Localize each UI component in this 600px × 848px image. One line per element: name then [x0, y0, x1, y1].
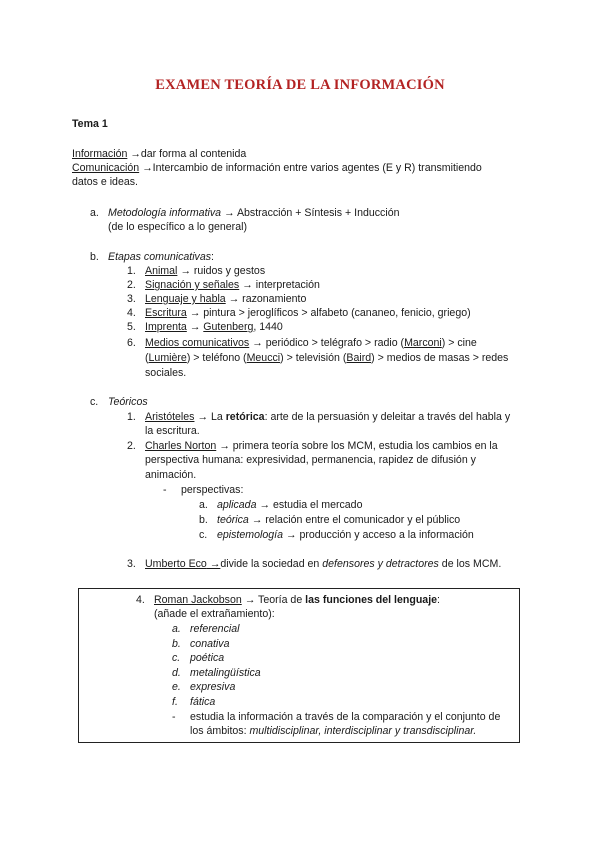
list-item-continuation: la escritura.: [145, 425, 200, 437]
item-text: → producción y acceso a la información: [282, 529, 474, 541]
item-text: → primera teoría sobre los MCM, estudia los cambios en la: [216, 440, 498, 452]
term-informacion: Información: [72, 148, 128, 160]
list-marker: c.: [199, 529, 208, 541]
paren: (: [145, 352, 149, 364]
arrow: →: [186, 321, 204, 333]
section-heading-tema: Tema 1: [72, 118, 108, 130]
list-item-continuation: [145, 351, 508, 365]
colon: :: [437, 594, 440, 606]
term: Animal: [145, 265, 178, 277]
list-item: [145, 410, 510, 424]
term: Lenguaje y habla: [145, 293, 226, 305]
item-text: , 1440: [253, 321, 283, 333]
list-number: 2.: [127, 440, 136, 452]
list-item: [145, 336, 477, 350]
term-umberto-eco: Umberto Eco: [145, 558, 207, 570]
term-defensores: defensores y detractores: [322, 558, 439, 570]
term-retorica: retórica: [225, 411, 265, 423]
list-item: [145, 439, 498, 453]
dash-marker: -: [163, 484, 167, 496]
sub-list-item: [217, 513, 460, 527]
list-item: [145, 557, 501, 571]
list-number: 1.: [127, 265, 136, 277]
term: Imprenta: [145, 321, 187, 333]
list-item-continuation: animación.: [145, 469, 197, 481]
term-gutenberg: Gutenberg: [203, 321, 254, 333]
term-metodologia: Metodología informativa: [108, 207, 222, 219]
term-aristoteles: Aristóteles: [145, 411, 195, 423]
list-marker: b.: [172, 638, 181, 650]
definition-informacion: [72, 147, 246, 161]
page-title: EXAMEN TEORÍA DE LA INFORMACIÓN: [155, 77, 445, 93]
jakobson-last-line: estudia la información a través de la comparación y el conjunto de: [190, 711, 501, 723]
function-item: poética: [190, 652, 225, 664]
term-meucci: Meucci: [246, 352, 281, 364]
item-text: → pintura > jeroglíficos > alfabeto (cananeo, fenicio, griego): [186, 307, 471, 319]
list-number: 6.: [127, 337, 136, 349]
function-item: fática: [190, 696, 216, 708]
list-item: [145, 320, 283, 334]
term-baird: Baird: [346, 352, 372, 364]
teoricos-heading: Teóricos: [108, 396, 148, 408]
jakobson-note: (añade el extrañamiento):: [154, 608, 275, 620]
list-item: [145, 278, 320, 292]
item-text: → La: [194, 411, 226, 423]
term: aplicada: [217, 499, 257, 511]
item-text: ) > televisión (: [280, 352, 347, 364]
item-text: → Teoría de: [241, 594, 306, 606]
list-item: [154, 593, 440, 607]
list-marker: a.: [172, 623, 181, 635]
dash-marker: -: [172, 711, 176, 723]
list-marker: e.: [172, 681, 181, 693]
item-text: ) > teléfono (: [186, 352, 247, 364]
list-marker: f.: [172, 696, 178, 708]
item-text: → interpretación: [239, 279, 320, 291]
etapas-heading: [108, 250, 214, 264]
definition-comunicacion: [72, 161, 482, 175]
list-marker: d.: [172, 667, 181, 679]
item-text: → relación entre el comunicador y el público: [248, 514, 461, 526]
function-item: expresiva: [190, 681, 236, 693]
list-number: 4.: [127, 307, 136, 319]
metodologia-line: [108, 206, 400, 220]
term: Medios comunicativos: [145, 337, 250, 349]
list-marker: c.: [172, 652, 181, 664]
term-comunicacion: Comunicación: [72, 162, 140, 174]
perspectivas-label: perspectivas:: [181, 484, 244, 496]
function-item: conativa: [190, 638, 230, 650]
term-marconi: Marconi: [404, 337, 442, 349]
list-number: 4.: [136, 594, 145, 606]
metodologia-text: → Abstracción + Síntesis + Inducción: [221, 207, 400, 219]
term-charles-norton: Charles Norton: [145, 440, 217, 452]
term: Escritura: [145, 307, 187, 319]
sub-list-item: [217, 498, 362, 512]
term: epistemología: [217, 529, 283, 541]
function-item: referencial: [190, 623, 240, 635]
list-item: [145, 292, 306, 306]
term: Signación y señales: [145, 279, 240, 291]
item-text: de los MCM.: [438, 558, 502, 570]
list-number: 1.: [127, 411, 136, 423]
term-roman-jackobson: Roman Jackobson: [154, 594, 242, 606]
list-marker: b.: [199, 514, 208, 526]
list-item-continuation: sociales.: [145, 367, 187, 379]
list-item: [145, 306, 471, 320]
item-text: los ámbitos:: [190, 725, 250, 737]
list-number: 2.: [127, 279, 136, 291]
function-item: metalingüística: [190, 667, 261, 679]
term-etapas: Etapas comunicativas: [108, 251, 212, 263]
definition-text: →Intercambio de información entre varios agentes (E y R) transmitiendo: [139, 162, 482, 174]
list-marker: a.: [90, 207, 99, 219]
list-number: 5.: [127, 321, 136, 333]
jakobson-last-line: [190, 724, 476, 738]
term-lumiere: Lumière: [148, 352, 187, 364]
colon: :: [211, 251, 214, 263]
list-marker: c.: [90, 396, 99, 408]
list-marker: a.: [199, 499, 208, 511]
item-text: : arte de la persuasión y deleitar a través del habla y: [264, 411, 511, 423]
arrow: →: [206, 558, 221, 570]
item-text: ) > cine: [441, 337, 477, 349]
list-number: 3.: [127, 558, 136, 570]
definition-continuation: datos e ideas.: [72, 176, 138, 188]
item-text: → ruidos y gestos: [177, 265, 266, 277]
metodologia-note: (de lo específico a lo general): [108, 221, 247, 233]
item-text: → razonamiento: [225, 293, 307, 305]
definition-text: →dar forma al contenida: [127, 148, 247, 160]
list-number: 3.: [127, 293, 136, 305]
term-funciones: las funciones del lenguaje: [305, 594, 438, 606]
item-text: → periódico > telégrafo > radio (: [249, 337, 405, 349]
list-marker: b.: [90, 251, 99, 263]
term: teórica: [217, 514, 249, 526]
item-text: ) > medios de masas > redes: [371, 352, 509, 364]
list-item-continuation: perspectiva humana: expresividad, permanencia, rapidez de difusión y: [145, 454, 476, 466]
item-text: → estudia el mercado: [256, 499, 363, 511]
term-ambitos: multidisciplinar, interdisciplinar y transdisciplinar.: [249, 725, 477, 737]
item-text: divide la sociedad en: [220, 558, 323, 570]
list-item: [145, 264, 265, 278]
sub-list-item: [217, 528, 474, 542]
